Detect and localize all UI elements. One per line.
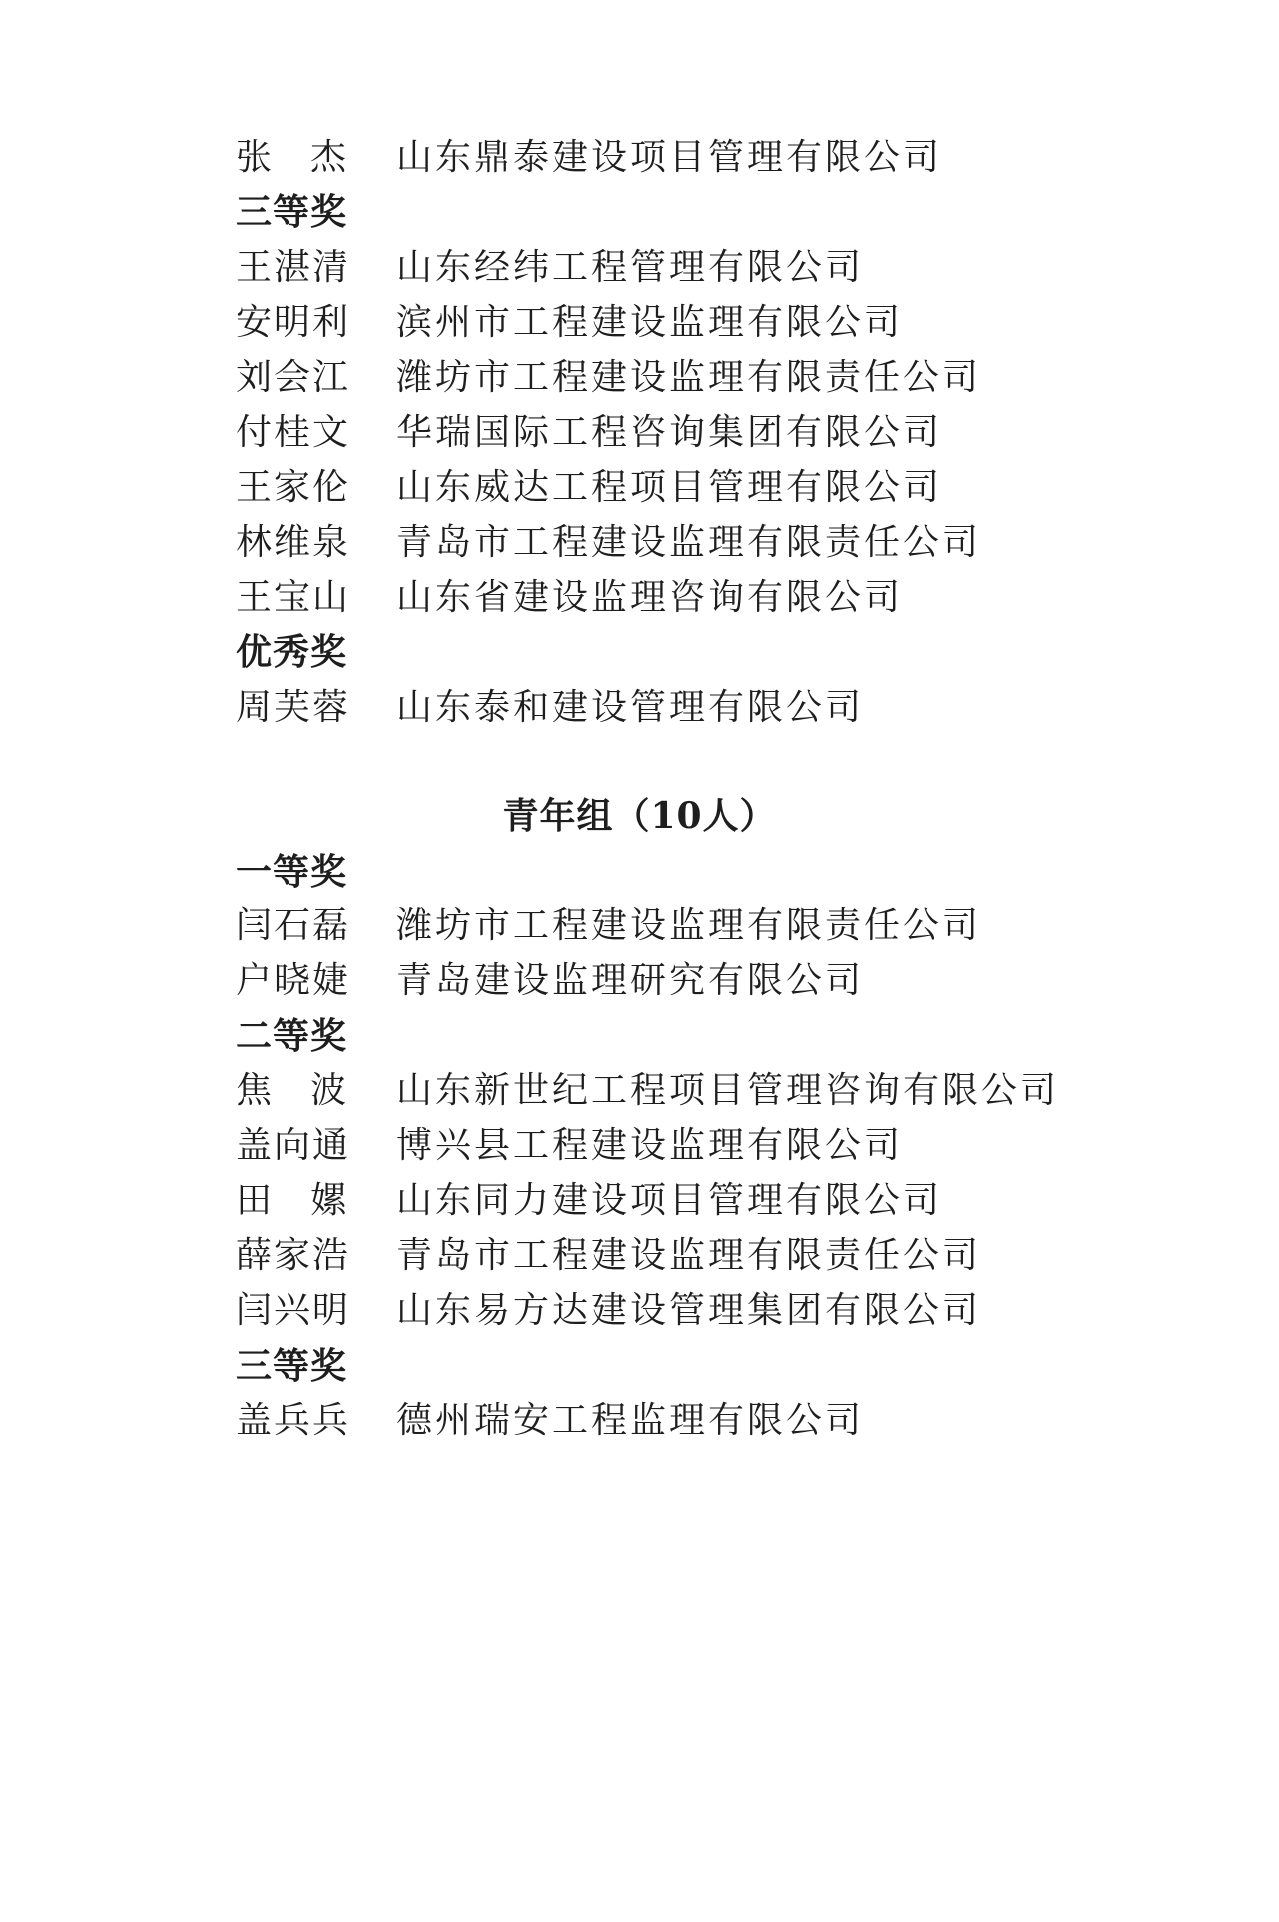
winner-organization: 青岛市工程建设监理有限责任公司 (396, 1235, 982, 1276)
group-title: 青年组（10人） (502, 795, 777, 837)
winner-organization: 潍坊市工程建设监理有限责任公司 (396, 905, 982, 946)
winner-organization: 山东威达工程项目管理有限公司 (396, 467, 943, 508)
winner-organization: 山东泰和建设管理有限公司 (396, 687, 865, 728)
winner-name: 户晓婕 (236, 960, 351, 1001)
winner-name: 周芙蓉 (236, 687, 351, 728)
winner-organization: 德州瑞安工程监理有限公司 (396, 1400, 865, 1441)
winner-organization: 山东鼎泰建设项目管理有限公司 (396, 137, 943, 178)
prize-heading-second: 二等奖 (236, 1015, 348, 1057)
winner-organization: 青岛建设监理研究有限公司 (396, 960, 865, 1001)
winner-organization: 山东同力建设项目管理有限公司 (396, 1180, 943, 1221)
winner-organization: 青岛市工程建设监理有限责任公司 (396, 522, 982, 563)
winner-organization: 滨州市工程建设监理有限公司 (396, 302, 904, 343)
winner-name: 闫石磊 (236, 905, 351, 946)
winner-organization: 潍坊市工程建设监理有限责任公司 (396, 357, 982, 398)
winner-name: 焦 波 (236, 1070, 347, 1111)
prize-heading-first: 一等奖 (236, 851, 348, 893)
prize-heading-third: 三等奖 (236, 191, 348, 233)
winner-name: 田 嫘 (236, 1180, 347, 1221)
winner-name: 薛家浩 (236, 1235, 351, 1276)
winner-name: 盖兵兵 (236, 1400, 351, 1441)
winner-organization: 山东新世纪工程项目管理咨询有限公司 (396, 1070, 1060, 1111)
prize-heading-excellence: 优秀奖 (236, 631, 348, 673)
winner-name: 王家伦 (236, 467, 351, 508)
prize-heading-third: 三等奖 (236, 1345, 348, 1387)
winner-name: 安明利 (236, 302, 351, 343)
winner-name: 林维泉 (236, 522, 351, 563)
winner-organization: 山东省建设监理咨询有限公司 (396, 577, 904, 618)
winner-name: 王湛清 (236, 247, 351, 288)
winner-organization: 华瑞国际工程咨询集团有限公司 (396, 412, 943, 453)
winner-organization: 山东易方达建设管理集团有限公司 (396, 1290, 982, 1331)
winner-organization: 博兴县工程建设监理有限公司 (396, 1125, 904, 1166)
winner-name: 王宝山 (236, 577, 351, 618)
winner-name: 张 杰 (236, 137, 347, 178)
winner-name: 刘会江 (236, 357, 351, 398)
winner-name: 闫兴明 (236, 1290, 351, 1331)
winner-name: 付桂文 (236, 412, 351, 453)
winner-organization: 山东经纬工程管理有限公司 (396, 247, 865, 288)
winner-name: 盖向通 (236, 1125, 351, 1166)
